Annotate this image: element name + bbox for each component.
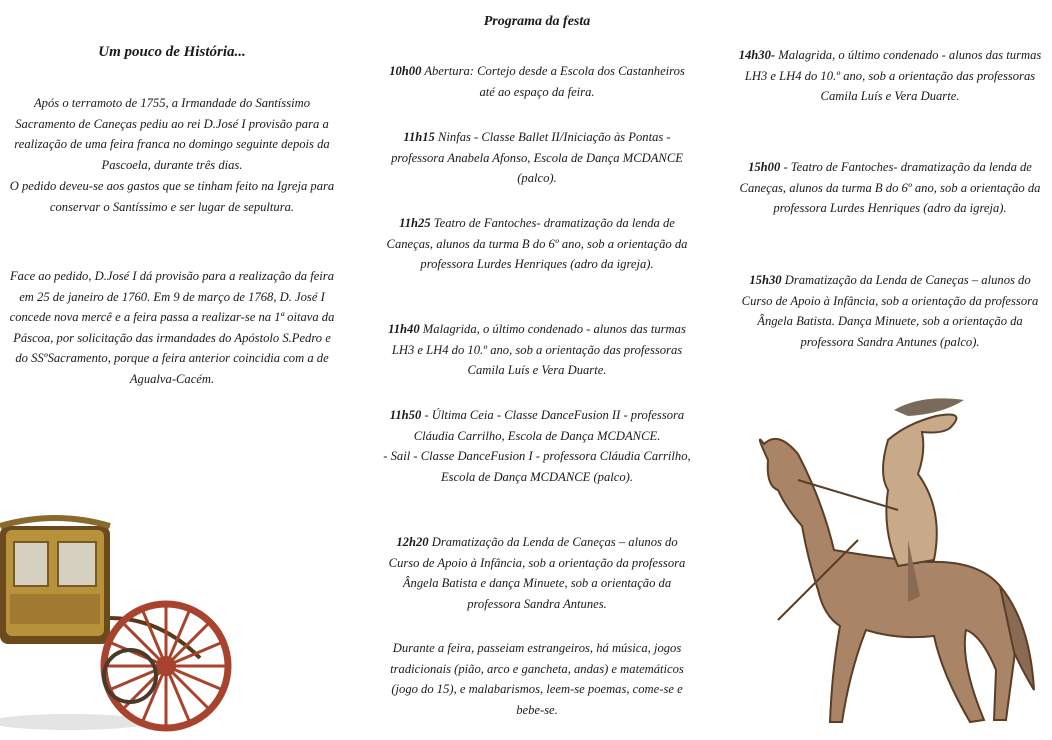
history-title: Um pouco de História...	[98, 44, 246, 60]
event-text: Ninfas - Classe Ballet II/Iniciação às Pontas - professora Anabela Afonso, Escola de Dança MCDANCE (palco).	[391, 130, 683, 186]
event-extra-text: - Sail - Classe DanceFusion I - professora Cláudia Carrilho, Escola de Dança MCDANCE (palco).	[383, 449, 691, 484]
history-paragraph-3: Face ao pedido, D.José I dá provisão para a realização da feira em 25 de janeiro de 1760. Em 9 de março de 1768, D. José I concede nova mercê e a feira passa a realizar-se na 1ª oitava da Páscoa, por solicitação das irmandades do Apóstolo S.Pedro e do SSºSacramento, porque a feira anterior coincidia com a de Agualva-Cacém.	[9, 269, 335, 386]
event-1125	[382, 213, 692, 275]
event-text: Dramatização da Lenda de Caneças – alunos do Curso de Apoio à Infância, sob a orientação da professora Ângela Batista e dança Minuete, sob a orientação da professora Sandra Antunes.	[388, 535, 686, 611]
event-time: 11h40	[388, 322, 420, 336]
event-text: Malagrida, o último condenado - alunos das turmas LH3 e LH4 do 10.º ano, sob a orientação das professoras Camila Luís e Vera Duarte.	[391, 322, 686, 378]
event-time: 12h20	[396, 535, 429, 549]
horse-rider-illustration	[738, 390, 1048, 736]
event-time: 15h00	[748, 160, 781, 174]
program-closing: Durante a feira, passeiam estrangeiros, há música, jogos tradicionais (pião, arco e gancheta, andas) e matemáticos (jogo do 15), e malabarismos, leem-se poemas, come-se e bebe-se.	[390, 641, 684, 717]
event-text: Teatro de Fantoches- dramatização da lenda de Caneças, alunos da turma B do 6º ano, sob a orientação da professora Lurdes Henriques (adro da igreja).	[386, 216, 688, 272]
event-text: Abertura: Cortejo desde a Escola dos Castanheiros até ao espaço da feira.	[424, 64, 685, 99]
event-1140	[382, 319, 692, 381]
event-time: 15h30	[749, 273, 782, 287]
event-text: - Última Ceia - Classe DanceFusion II - professora Cláudia Carrilho, Escola de Dança MCDANCE.	[413, 408, 685, 443]
event-time: 11h25	[399, 216, 431, 230]
event-text: - Teatro de Fantoches- dramatização da lenda de Caneças, alunos da turma B do 6º ano, sob a orientação da professora Lurdes Henriques (adro da igreja).	[739, 160, 1041, 216]
history-paragraph-2: O pedido deveu-se aos gastos que se tinham feito na Igreja para conservar o Santíssimo e ser lugar de sepultura.	[9, 179, 335, 214]
event-1220	[382, 532, 692, 614]
event-1530	[736, 270, 1044, 352]
event-time: 10h00	[389, 64, 422, 78]
event-time: 11h50	[389, 408, 422, 422]
history-paragraph-1: Após o terramoto de 1755, a Irmandade do Santíssimo Sacramento de Caneças pediu ao rei D.José I provisão para a realização de uma feira franca no domingo seguinte depois da Pascoela, durante três dias.	[14, 96, 330, 172]
event-1115	[382, 127, 692, 189]
carriage-illustration	[0, 508, 248, 734]
event-time: 14h30-	[738, 48, 776, 62]
event-1000	[382, 61, 692, 102]
event-1150	[382, 405, 692, 487]
event-time: 11h15	[403, 130, 435, 144]
event-text: Malagrida, o último condenado - alunos das turmas LH3 e LH4 do 10.º ano, sob a orientação das professoras Camila Luís e Vera Duarte.	[744, 48, 1042, 104]
program-title: Programa da festa	[483, 14, 591, 29]
carriage-wheel	[104, 604, 228, 728]
event-1500	[736, 157, 1044, 219]
event-1430	[736, 45, 1044, 107]
event-text: Dramatização da Lenda de Caneças – alunos do Curso de Apoio à Infância, sob a orientação da professora Ângela Batista. Dança Minuete, sob a orientação da professora Sandra Antunes (palco).	[741, 273, 1039, 349]
